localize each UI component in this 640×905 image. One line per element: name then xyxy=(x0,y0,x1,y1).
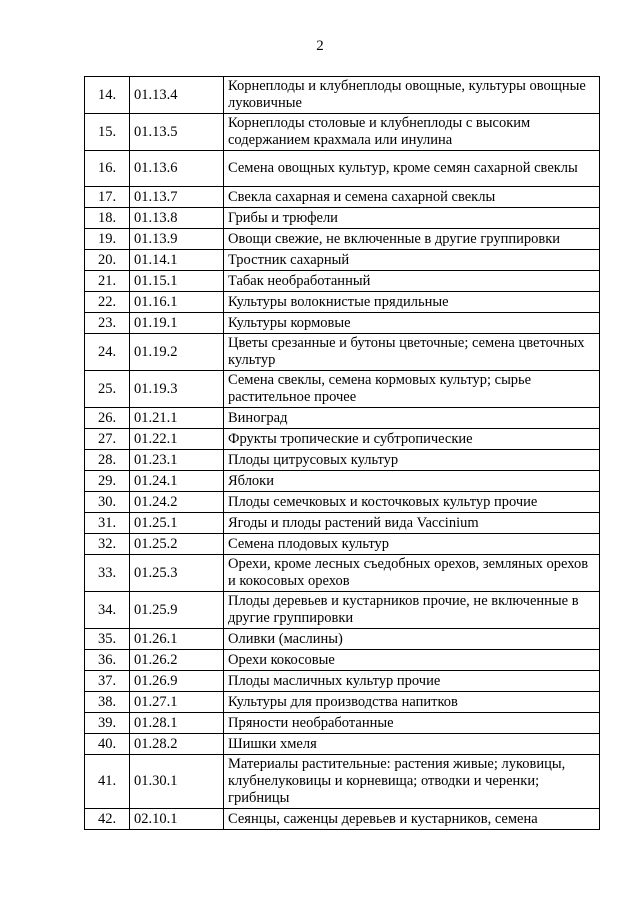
table-row xyxy=(85,809,600,830)
row-number: 27. xyxy=(85,429,130,450)
table-row xyxy=(85,114,600,151)
table-row xyxy=(85,713,600,734)
row-name: Табак необработанный xyxy=(224,271,600,292)
row-number: 40. xyxy=(85,734,130,755)
table-row xyxy=(85,292,600,313)
row-code: 01.19.2 xyxy=(130,334,224,371)
row-name: Цветы срезанные и бутоны цветочные; семена цветочных культур xyxy=(224,334,600,371)
row-code: 01.15.1 xyxy=(130,271,224,292)
row-name: Плоды семечковых и косточковых культур прочие xyxy=(224,492,600,513)
row-number: 29. xyxy=(85,471,130,492)
table-row xyxy=(85,734,600,755)
row-name: Грибы и трюфели xyxy=(224,208,600,229)
row-number: 37. xyxy=(85,671,130,692)
page-number: 2 xyxy=(316,38,324,54)
row-number: 21. xyxy=(85,271,130,292)
row-number: 38. xyxy=(85,692,130,713)
row-number: 36. xyxy=(85,650,130,671)
row-name: Семена овощных культур, кроме семян сахарной свеклы xyxy=(224,151,600,187)
row-number: 19. xyxy=(85,229,130,250)
table-row xyxy=(85,555,600,592)
row-code: 01.23.1 xyxy=(130,450,224,471)
table-row xyxy=(85,755,600,809)
table-row xyxy=(85,151,600,187)
row-code: 01.27.1 xyxy=(130,692,224,713)
row-name: Корнеплоды и клубнеплоды овощные, культуры овощные луковичные xyxy=(224,77,600,114)
row-name: Яблоки xyxy=(224,471,600,492)
row-name: Орехи кокосовые xyxy=(224,650,600,671)
row-number: 20. xyxy=(85,250,130,271)
row-number: 31. xyxy=(85,513,130,534)
row-name: Плоды цитрусовых культур xyxy=(224,450,600,471)
row-name: Шишки хмеля xyxy=(224,734,600,755)
row-code: 01.13.6 xyxy=(130,151,224,187)
row-code: 01.13.4 xyxy=(130,77,224,114)
row-code: 01.13.8 xyxy=(130,208,224,229)
row-code: 01.16.1 xyxy=(130,292,224,313)
row-number: 39. xyxy=(85,713,130,734)
row-number: 24. xyxy=(85,334,130,371)
row-number: 35. xyxy=(85,629,130,650)
row-code: 01.13.9 xyxy=(130,229,224,250)
classification-table xyxy=(84,76,600,830)
row-name: Сеянцы, саженцы деревьев и кустарников, семена xyxy=(224,809,600,830)
row-number: 23. xyxy=(85,313,130,334)
row-code: 01.25.2 xyxy=(130,534,224,555)
row-name: Корнеплоды столовые и клубнеплоды с высоким содержанием крахмала или инулина xyxy=(224,114,600,151)
table-row xyxy=(85,650,600,671)
row-number: 41. xyxy=(85,755,130,809)
row-number: 34. xyxy=(85,592,130,629)
table-row xyxy=(85,408,600,429)
row-name: Культуры для производства напитков xyxy=(224,692,600,713)
row-number: 42. xyxy=(85,809,130,830)
table-row xyxy=(85,313,600,334)
table-row xyxy=(85,208,600,229)
row-number: 22. xyxy=(85,292,130,313)
table-row xyxy=(85,229,600,250)
row-number: 32. xyxy=(85,534,130,555)
row-name: Орехи, кроме лесных съедобных орехов, земляных орехов и кокосовых орехов xyxy=(224,555,600,592)
row-code: 01.28.1 xyxy=(130,713,224,734)
row-code: 01.25.9 xyxy=(130,592,224,629)
table-row xyxy=(85,271,600,292)
table-row xyxy=(85,187,600,208)
row-code: 01.26.2 xyxy=(130,650,224,671)
row-number: 28. xyxy=(85,450,130,471)
table-row xyxy=(85,629,600,650)
table-row xyxy=(85,671,600,692)
row-number: 15. xyxy=(85,114,130,151)
row-number: 16. xyxy=(85,151,130,187)
row-number: 26. xyxy=(85,408,130,429)
row-name: Овощи свежие, не включенные в другие группировки xyxy=(224,229,600,250)
row-code: 01.14.1 xyxy=(130,250,224,271)
row-name: Материалы растительные: растения живые; луковицы, клубнелуковицы и корневища; отводки и черенки; грибницы xyxy=(224,755,600,809)
row-name: Ягоды и плоды растений вида Vaccinium xyxy=(224,513,600,534)
row-code: 01.24.1 xyxy=(130,471,224,492)
row-number: 17. xyxy=(85,187,130,208)
table-row xyxy=(85,513,600,534)
row-name: Оливки (маслины) xyxy=(224,629,600,650)
row-name: Виноград xyxy=(224,408,600,429)
row-code: 01.25.3 xyxy=(130,555,224,592)
table-row xyxy=(85,592,600,629)
table-row xyxy=(85,250,600,271)
row-name: Культуры волокнистые прядильные xyxy=(224,292,600,313)
table-row xyxy=(85,334,600,371)
table-row xyxy=(85,492,600,513)
row-name: Пряности необработанные xyxy=(224,713,600,734)
row-number: 33. xyxy=(85,555,130,592)
row-number: 14. xyxy=(85,77,130,114)
row-code: 01.22.1 xyxy=(130,429,224,450)
row-name: Культуры кормовые xyxy=(224,313,600,334)
row-code: 01.30.1 xyxy=(130,755,224,809)
row-code: 01.25.1 xyxy=(130,513,224,534)
row-number: 30. xyxy=(85,492,130,513)
table-row xyxy=(85,534,600,555)
row-code: 02.10.1 xyxy=(130,809,224,830)
table-row xyxy=(85,450,600,471)
row-name: Фрукты тропические и субтропические xyxy=(224,429,600,450)
row-name: Плоды масличных культур прочие xyxy=(224,671,600,692)
row-code: 01.26.9 xyxy=(130,671,224,692)
row-code: 01.13.5 xyxy=(130,114,224,151)
row-code: 01.13.7 xyxy=(130,187,224,208)
table-row xyxy=(85,692,600,713)
row-code: 01.26.1 xyxy=(130,629,224,650)
row-code: 01.19.3 xyxy=(130,371,224,408)
row-code: 01.24.2 xyxy=(130,492,224,513)
row-name: Плоды деревьев и кустарников прочие, не включенные в другие группировки xyxy=(224,592,600,629)
row-number: 25. xyxy=(85,371,130,408)
row-code: 01.21.1 xyxy=(130,408,224,429)
table-row xyxy=(85,371,600,408)
row-name: Семена свеклы, семена кормовых культур; сырье растительное прочее xyxy=(224,371,600,408)
table-row xyxy=(85,471,600,492)
row-code: 01.28.2 xyxy=(130,734,224,755)
table-row xyxy=(85,77,600,114)
row-number: 18. xyxy=(85,208,130,229)
row-name: Семена плодовых культур xyxy=(224,534,600,555)
table-row xyxy=(85,429,600,450)
row-code: 01.19.1 xyxy=(130,313,224,334)
row-name: Тростник сахарный xyxy=(224,250,600,271)
row-name: Свекла сахарная и семена сахарной свеклы xyxy=(224,187,600,208)
